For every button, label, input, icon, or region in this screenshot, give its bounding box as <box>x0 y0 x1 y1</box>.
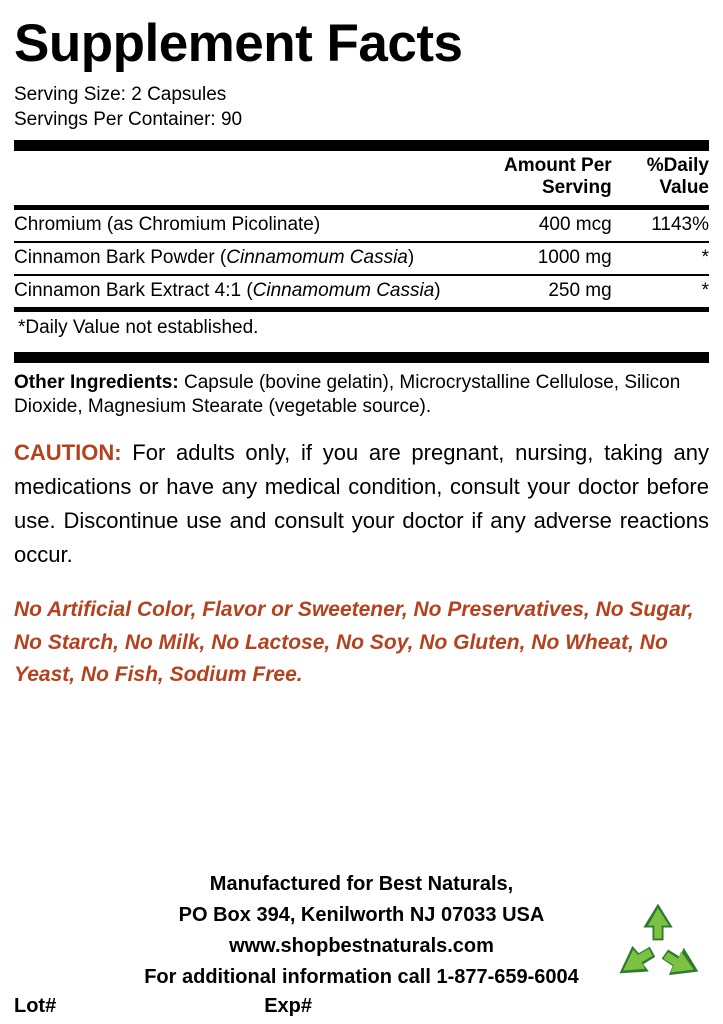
lot-number-label: Lot# <box>14 995 57 1017</box>
caution-paragraph <box>14 436 709 572</box>
nutrient-name-1-italic: Cinnamomum Cassia <box>226 246 408 268</box>
table-row <box>14 210 709 242</box>
nutrient-amount-0: 400 mcg <box>538 213 612 235</box>
divider-thick-top <box>14 140 709 151</box>
footer-address: PO Box 394, Kenilworth NJ 07033 USA <box>178 904 545 926</box>
table-row <box>14 275 709 307</box>
nutrient-name-2-prefix: Cinnamon Bark Extract 4:1 ( <box>14 279 253 301</box>
header-daily-value <box>612 151 709 205</box>
footer-block <box>0 869 723 1018</box>
header-blank <box>14 151 445 205</box>
nutrient-dv-0: 1143% <box>651 213 709 235</box>
nutrient-amount-2: 250 mg <box>445 275 612 307</box>
servings-per-container: Servings Per Container: 90 <box>14 108 243 130</box>
daily-value-footnote: *Daily Value not established. <box>18 316 259 338</box>
table-header-row <box>14 151 709 205</box>
free-from-claims: No Artificial Color, Flavor or Sweetener, No Preservatives, No Sugar, No Starch, No Milk, No Lactose, No Soy, No Gluten, No Wheat, No Yeast, No Fish, Sodium Free. <box>14 598 694 687</box>
nutrient-name-1-suffix: ) <box>407 246 415 268</box>
nutrient-name-1 <box>14 242 445 275</box>
header-amount-line1: Amount Per <box>504 154 612 176</box>
other-ingredients <box>14 371 709 420</box>
other-ingredients-label: Other Ingredients: <box>14 371 179 393</box>
nutrient-dv-2: * <box>612 275 709 307</box>
nutrient-name-1-prefix: Cinnamon Bark Powder ( <box>14 246 227 268</box>
header-amount-line2: Serving <box>541 177 612 199</box>
nutrient-amount-1: 1000 mg <box>445 242 612 275</box>
other-ingredients-text: Capsule (bovine gelatin), Microcrystalline Cellulose, Silicon Dioxide, Magnesium Stearate (vegetable source). <box>14 371 681 418</box>
nutrient-name-2-suffix: ) <box>434 279 441 301</box>
nutrient-name-2 <box>14 275 445 307</box>
nutrition-table <box>14 151 709 205</box>
page-title: Supplement Facts <box>14 14 463 73</box>
footer-phone: For additional information call 1-877-659-6004 <box>144 966 579 988</box>
header-amount-per-serving <box>445 151 612 205</box>
caution-text: For adults only, if you are pregnant, nursing, taking any medications or have any medical condition, consult your doctor before use. Discontinue use and consult your doctor if any adverse reactions occur. <box>14 439 709 568</box>
footer-manufacturer: Manufactured for Best Naturals, <box>209 873 514 895</box>
footer-website[interactable]: www.shopbestnaturals.com <box>229 935 494 957</box>
table-row <box>14 242 709 275</box>
nutrient-name-2-italic: Cinnamomum Cassia <box>252 279 435 301</box>
caution-label: CAUTION: <box>14 439 122 465</box>
exp-date-label: Exp# <box>264 995 312 1017</box>
divider-thick-bottom <box>14 352 709 363</box>
nutrient-dv-1: * <box>612 242 709 275</box>
header-dv-line1: %Daily <box>646 154 709 176</box>
lot-exp-row <box>0 993 723 1018</box>
serving-size: Serving Size: 2 Capsules <box>14 83 227 105</box>
nutrient-name-0: Chromium (as Chromium Picolinate) <box>14 213 321 235</box>
nutrient-rows <box>14 210 709 307</box>
header-dv-line2: Value <box>659 177 709 199</box>
